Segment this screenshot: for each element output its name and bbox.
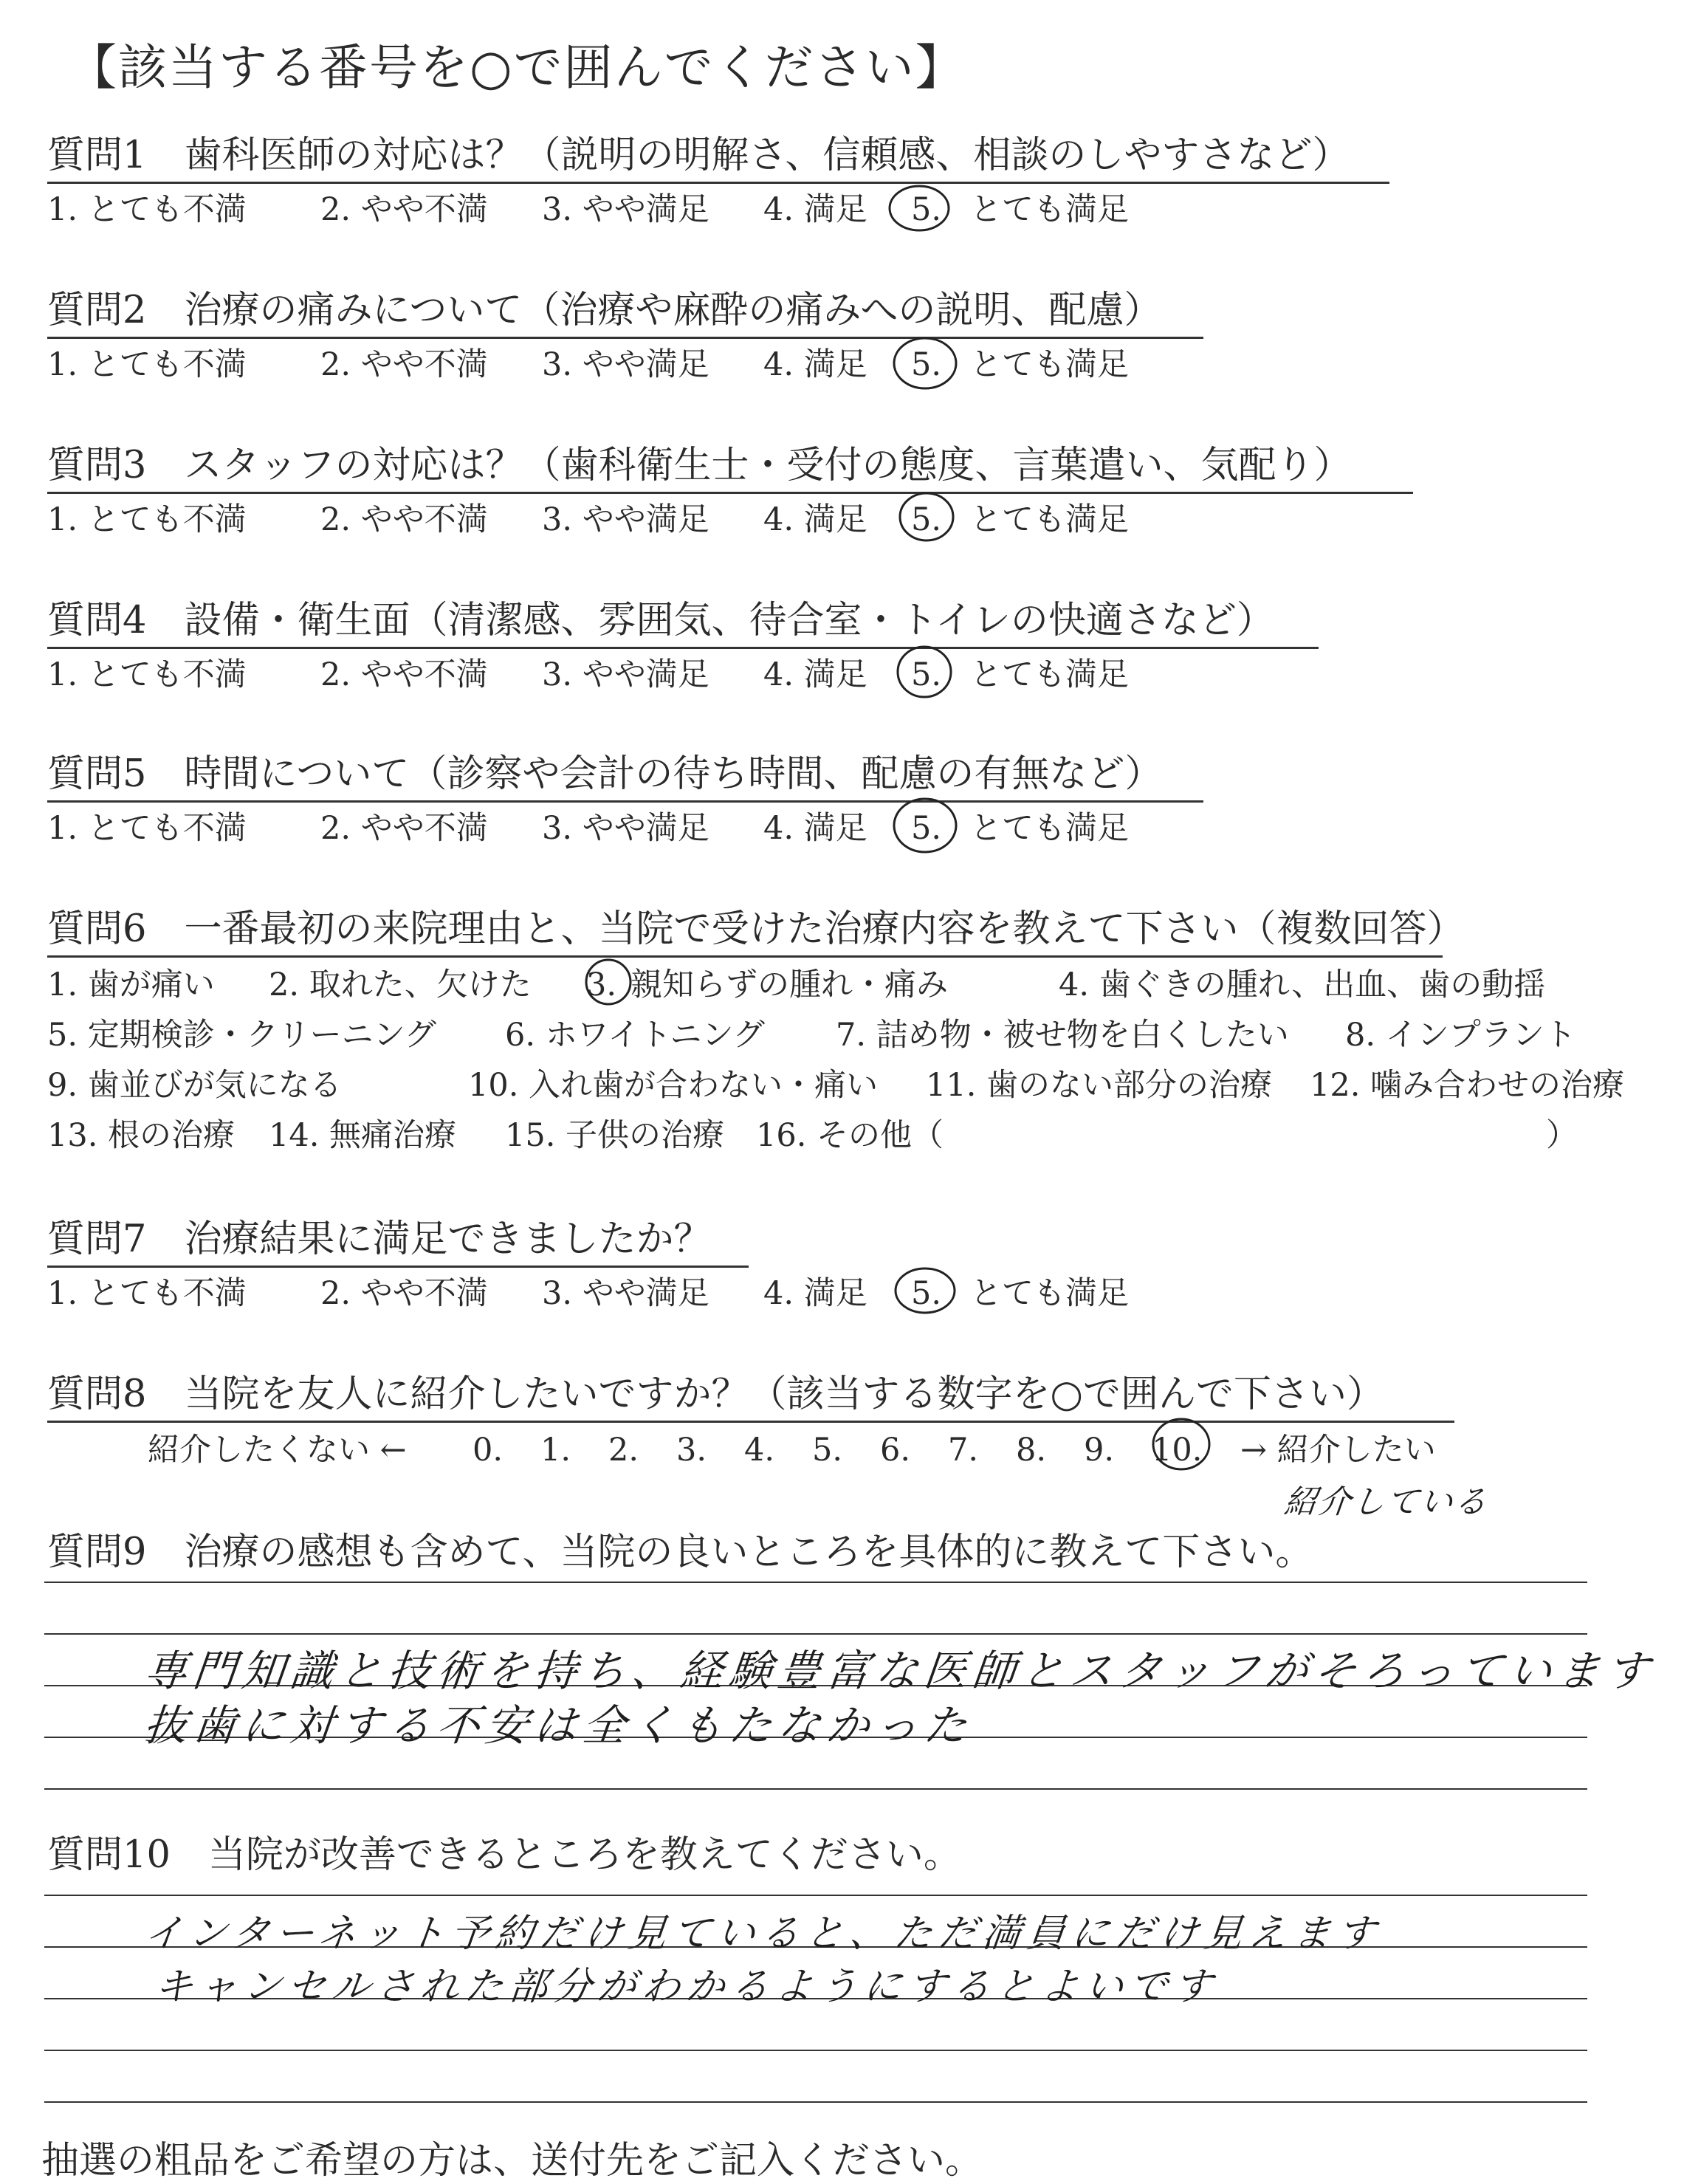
option-2[interactable]: 2. やや不満 [320,191,488,228]
option-2[interactable]: 2. 取れた、欠けた [269,966,532,1003]
option-3-number[interactable]: 3. [586,966,617,1003]
option-5-number[interactable]: 5. [911,191,942,228]
option-9[interactable]: 9. 歯並びが気になる [47,1067,342,1104]
option-4[interactable]: 4. 満足 [763,501,867,538]
question-4-title: 質問4 設備・衛生面（清潔感、雰囲気、待合室・トイレの快適さなど） [47,589,1319,649]
page-title: 【該当する番号を○で囲んでください】 [68,39,966,96]
option-2[interactable]: 2. やや不満 [320,656,488,693]
question-10-title: 質問10 当院が改善できるところを教えてください。 [47,1833,961,1877]
scale-4[interactable]: 4. [744,1432,775,1469]
option-5-label[interactable]: とても満足 [970,191,1129,228]
q2-selection-circle [894,338,956,388]
option-5-number[interactable]: 5. [911,346,942,383]
scale-8[interactable]: 8. [1016,1432,1047,1469]
scale-10[interactable]: 10. [1152,1432,1203,1469]
scale-5[interactable]: 5. [812,1432,843,1469]
scale-left-label: 紹介したくない ← [148,1432,407,1469]
option-3[interactable]: 3. やや満足 [542,501,709,538]
scale-1[interactable]: 1. [540,1432,571,1469]
option-1[interactable]: 1. とても不満 [47,191,247,228]
option-1[interactable]: 1. とても不満 [47,1275,247,1312]
option-1[interactable]: 1. とても不満 [47,501,247,538]
scale-7[interactable]: 7. [948,1432,979,1469]
q5-selection-circle [894,799,956,852]
question-9-title: 質問9 治療の感想も含めて、当院の良いところを具体的に教えて下さい。 [47,1531,1313,1574]
option-1[interactable]: 1. 歯が痛い [47,966,215,1003]
q8-handwritten-note: 紹介している [1282,1483,1491,1521]
option-11[interactable]: 11. 歯のない部分の治療 [926,1067,1273,1104]
option-5-label[interactable]: とても満足 [970,656,1129,693]
option-2[interactable]: 2. やや不満 [320,810,488,847]
q9-answer-line-1[interactable]: 専門知識と技術を持ち、経験豊富な医師とスタッフがそろっています [141,1646,1658,1696]
option-1[interactable]: 1. とても不満 [47,346,247,383]
scale-right-label: → 紹介したい [1240,1432,1436,1469]
option-15[interactable]: 15. 子供の治療 [505,1117,725,1154]
option-6[interactable]: 6. ホワイトニング [505,1017,765,1054]
q6-selection-circle [586,960,630,1004]
option-14[interactable]: 14. 無痛治療 [269,1117,457,1154]
option-7[interactable]: 7. 詰め物・被せ物を白くしたい [836,1017,1289,1054]
option-8[interactable]: 8. インプラント [1345,1017,1576,1054]
q10-answer-line-1[interactable]: インターネット予約だけ見ていると、ただ満員にだけ見えます [142,1912,1384,1956]
footer-note: 抽選の粗品をご希望の方は、送付先をご記入ください。 [41,2139,983,2183]
question-7-title: 質問7 治療結果に満足できましたか？ [47,1208,749,1268]
option-16-close: ） [1546,1117,1578,1154]
question-6-title: 質問6 一番最初の来院理由と、当院で受けた治療内容を教えて下さい（複数回答） [47,898,1443,958]
option-4[interactable]: 4. 満足 [763,1275,867,1312]
option-12[interactable]: 12. 噛み合わせの治療 [1310,1067,1625,1104]
scale-2[interactable]: 2. [608,1432,639,1469]
option-5-number[interactable]: 5. [911,1275,942,1312]
option-3[interactable]: 3. やや満足 [542,810,709,847]
q9-answer-line-2[interactable]: 抜歯に対する不安は全くもたなかった [141,1700,976,1751]
option-5[interactable]: 5. 定期検診・クリーニング [47,1017,436,1054]
q4-selection-circle [898,647,951,697]
question-3-title: 質問3 スタッフの対応は？（歯科衛生士・受付の態度、言葉遣い、気配り） [47,434,1413,494]
question-5-title: 質問5 時間について（診察や会計の待ち時間、配慮の有無など） [47,743,1203,803]
option-4[interactable]: 4. 歯ぐきの腫れ、出血、歯の動揺 [1059,966,1546,1003]
option-5-label[interactable]: とても満足 [970,346,1129,383]
question-1-title: 質問1 歯科医師の対応は？（説明の明解さ、信頼感、相談のしやすさなど） [47,124,1389,184]
question-2-title: 質問2 治療の痛みについて（治療や麻酔の痛みへの説明、配慮） [47,279,1203,339]
option-5-number[interactable]: 5. [911,810,942,847]
option-2[interactable]: 2. やや不満 [320,346,488,383]
option-3[interactable]: 3. やや満足 [542,346,709,383]
option-2[interactable]: 2. やや不満 [320,501,488,538]
option-10[interactable]: 10. 入れ歯が合わない・痛い [468,1067,879,1104]
scale-6[interactable]: 6. [880,1432,911,1469]
option-4[interactable]: 4. 満足 [763,346,867,383]
q3-selection-circle [900,493,953,540]
question-8-title: 質問8 当院を友人に紹介したいですか？（該当する数字を○で囲んで下さい） [47,1363,1454,1423]
option-4[interactable]: 4. 満足 [763,191,867,228]
option-4[interactable]: 4. 満足 [763,810,867,847]
scale-0[interactable]: 0. [472,1432,504,1469]
q1-selection-circle [890,186,949,230]
option-2[interactable]: 2. やや不満 [320,1275,488,1312]
option-1[interactable]: 1. とても不満 [47,656,247,693]
scale-9[interactable]: 9. [1084,1432,1115,1469]
option-3[interactable]: 3. やや満足 [542,656,709,693]
option-5-label[interactable]: とても満足 [970,810,1129,847]
option-3[interactable]: 3. やや満足 [542,191,709,228]
option-16[interactable]: 16. その他（ [756,1117,944,1154]
option-1[interactable]: 1. とても不満 [47,810,247,847]
q8-selection-circle [1153,1419,1209,1469]
q10-answer-line-2[interactable]: キャンセルされた部分がわかるようにするとよいです [152,1965,1220,2009]
option-3[interactable]: 3. やや満足 [542,1275,709,1312]
q7-selection-circle [896,1268,955,1313]
option-5-label[interactable]: とても満足 [970,501,1129,538]
scale-3[interactable]: 3. [676,1432,707,1469]
option-5-label[interactable]: とても満足 [970,1275,1129,1312]
option-5-number[interactable]: 5. [911,501,942,538]
option-4[interactable]: 4. 満足 [763,656,867,693]
option-5-number[interactable]: 5. [911,656,942,693]
option-3-label[interactable]: 親知らずの腫れ・痛み [630,966,948,1003]
option-13[interactable]: 13. 根の治療 [47,1117,236,1154]
